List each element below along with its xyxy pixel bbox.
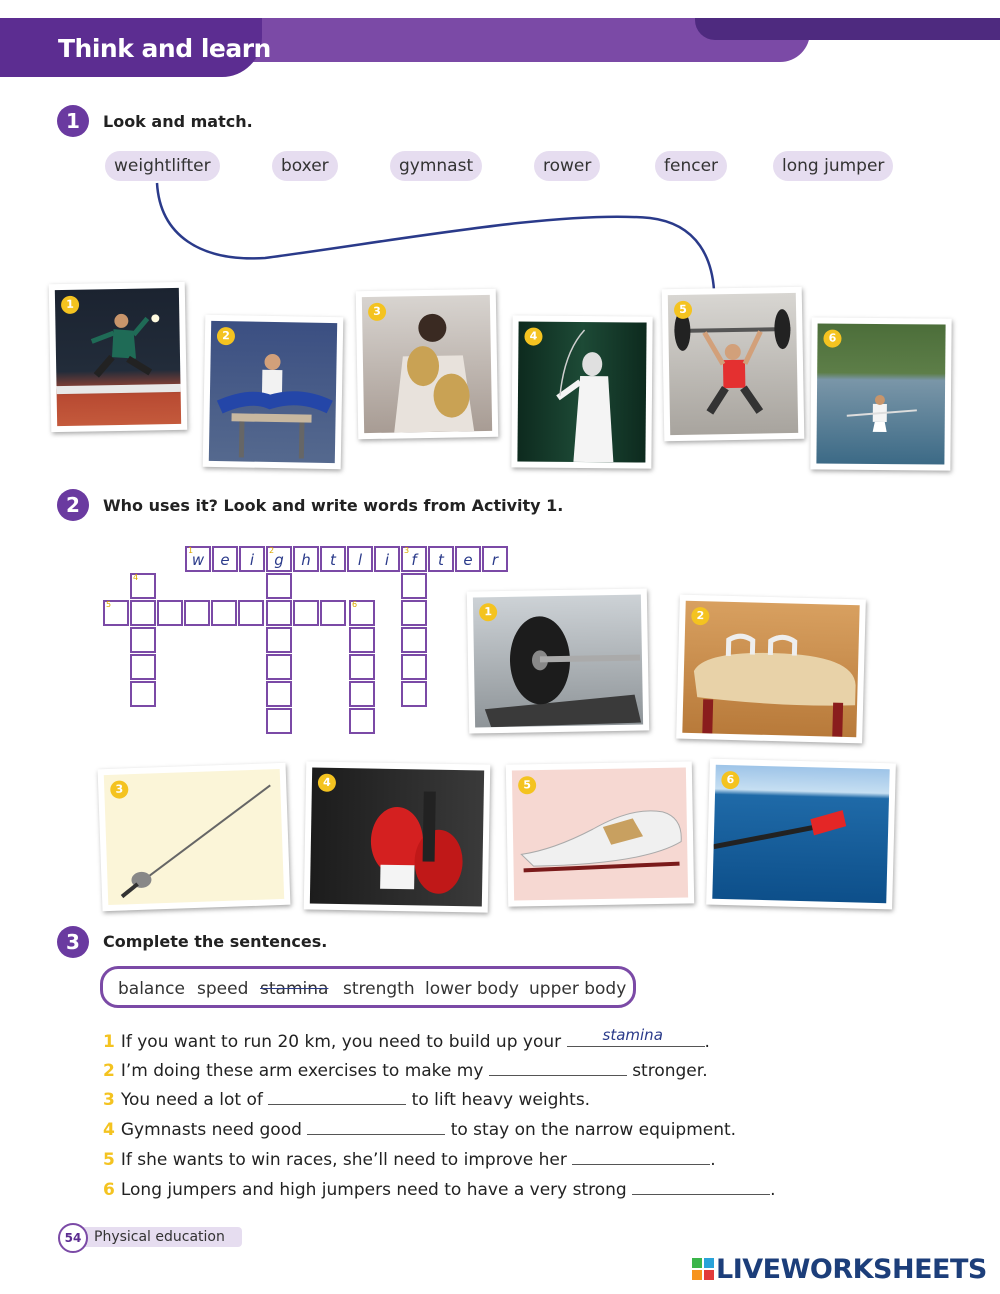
crossword-cell[interactable] xyxy=(401,600,427,626)
photo-gymnast[interactable] xyxy=(203,315,344,469)
sentence-6: 6 Long jumpers and high jumpers need to have a very strong . xyxy=(103,1176,776,1200)
word-gymnast[interactable]: gymnast xyxy=(390,151,482,181)
word-weightlifter[interactable]: weightlifter xyxy=(105,151,220,181)
photo-number: 5 xyxy=(518,776,536,794)
page-number: 54 xyxy=(58,1223,88,1253)
crossword-cell[interactable] xyxy=(266,681,292,707)
crossword-cell[interactable]: h xyxy=(293,546,319,572)
crossword-cell[interactable] xyxy=(266,627,292,653)
crossword-cell[interactable] xyxy=(130,681,156,707)
photo-boxing-gloves xyxy=(304,761,491,912)
word-speed: speed xyxy=(197,979,249,999)
answer-blank[interactable] xyxy=(307,1116,445,1135)
answer-blank[interactable] xyxy=(632,1176,770,1195)
crossword-cell[interactable]: 2 g xyxy=(266,546,292,572)
crossword-cell[interactable] xyxy=(401,573,427,599)
word-stamina: stamina xyxy=(260,979,329,999)
photo-number: 2 xyxy=(217,327,235,345)
photo-boxer[interactable] xyxy=(356,289,499,439)
subject-label: Physical education xyxy=(94,1229,225,1245)
crossword-cell[interactable] xyxy=(349,681,375,707)
oar-icon xyxy=(712,765,889,904)
crossword-cell[interactable]: 3 f xyxy=(401,546,427,572)
photo-number: 4 xyxy=(318,774,336,792)
answer-blank[interactable] xyxy=(489,1057,627,1076)
match-line xyxy=(0,0,1000,320)
sentence-4: 4 Gymnasts need good to stay on the narrow equipment. xyxy=(103,1116,736,1140)
photo-fencing-sword xyxy=(98,763,291,911)
crossword-cell[interactable] xyxy=(349,708,375,734)
activity-1-number: 1 xyxy=(57,105,89,137)
word-strength: strength xyxy=(343,979,415,999)
word-box xyxy=(100,966,636,1008)
spiked-shoe-icon xyxy=(512,767,688,900)
photo-number: 5 xyxy=(674,301,692,319)
barbell-icon xyxy=(473,595,643,728)
crossword-cell[interactable] xyxy=(266,708,292,734)
crossword-cell[interactable]: l xyxy=(347,546,373,572)
photo-number: 6 xyxy=(823,329,841,347)
crossword-cell[interactable]: t xyxy=(428,546,454,572)
answer-blank[interactable] xyxy=(572,1146,710,1165)
crossword-cell[interactable]: i xyxy=(374,546,400,572)
crossword-cell[interactable] xyxy=(401,654,427,680)
photo-pommel-horse xyxy=(676,595,866,744)
word-balance: balance xyxy=(118,979,185,999)
sentence-1: 1 If you want to run 20 km, you need to build up your stamina . xyxy=(103,1026,710,1052)
crossword-cell[interactable] xyxy=(238,600,264,626)
word-lower-body: lower body xyxy=(425,979,519,999)
crossword-cell[interactable] xyxy=(184,600,210,626)
brand-name[interactable]: LIVEWORKSHEETS xyxy=(716,1254,987,1285)
answer-blank[interactable]: stamina xyxy=(567,1028,705,1047)
photo-number: 3 xyxy=(368,303,386,321)
crossword-cell[interactable] xyxy=(266,573,292,599)
word-rower[interactable]: rower xyxy=(534,151,600,181)
crossword-cell[interactable]: 1 w xyxy=(185,546,211,572)
photo-long-jumper[interactable] xyxy=(49,282,188,432)
word-fencer[interactable]: fencer xyxy=(655,151,727,181)
crossword-cell[interactable]: 6 xyxy=(349,600,375,626)
crossword-cell[interactable] xyxy=(266,600,292,626)
pommel-horse-icon xyxy=(682,601,859,738)
activity-1-title: Look and match. xyxy=(103,112,253,131)
crossword-cell[interactable] xyxy=(130,627,156,653)
activity-3-title: Complete the sentences. xyxy=(103,932,328,951)
crossword-cell[interactable]: r xyxy=(482,546,508,572)
sentence-3: 3 You need a lot of to lift heavy weights. xyxy=(103,1086,590,1110)
crossword-cell[interactable]: i xyxy=(239,546,265,572)
crossword-cell[interactable]: t xyxy=(320,546,346,572)
fencing-sword-icon xyxy=(104,769,284,905)
activity-3-number: 3 xyxy=(57,926,89,958)
crossword-cell[interactable]: 5 xyxy=(103,600,129,626)
crossword-cell[interactable]: e xyxy=(212,546,238,572)
photo-number: 1 xyxy=(61,296,79,314)
photo-number: 2 xyxy=(691,607,709,625)
word-upper-body: upper body xyxy=(529,979,627,999)
crossword-cell[interactable] xyxy=(349,627,375,653)
crossword-cell[interactable] xyxy=(401,681,427,707)
activity-2-number: 2 xyxy=(57,489,89,521)
sentence-5: 5 If she wants to win races, she’ll need to improve her . xyxy=(103,1146,716,1170)
activity-2-title: Who uses it? Look and write words from Activity 1. xyxy=(103,496,564,515)
page-title: Think and learn xyxy=(58,34,271,63)
liveworksheets-logo-icon xyxy=(692,1258,714,1280)
crossword-cell[interactable] xyxy=(320,600,346,626)
boxing-gloves-icon xyxy=(310,768,484,907)
crossword-cell[interactable] xyxy=(266,654,292,680)
photo-rower[interactable] xyxy=(810,317,951,470)
crossword-cell[interactable] xyxy=(130,654,156,680)
photo-barbell xyxy=(467,588,649,733)
photo-spiked-shoe xyxy=(506,761,694,906)
crossword-cell[interactable] xyxy=(401,627,427,653)
crossword-cell[interactable] xyxy=(349,654,375,680)
photo-number: 1 xyxy=(479,603,497,621)
word-boxer[interactable]: boxer xyxy=(272,151,338,181)
photo-number: 4 xyxy=(524,327,542,345)
sentence-2: 2 I’m doing these arm exercises to make my stronger. xyxy=(103,1057,708,1081)
photo-fencer[interactable] xyxy=(511,315,652,468)
crossword-cell[interactable] xyxy=(293,600,319,626)
answer-blank[interactable] xyxy=(268,1086,406,1105)
crossword-cell[interactable]: 4 xyxy=(130,573,156,599)
crossword-cell[interactable] xyxy=(211,600,237,626)
crossword-cell[interactable] xyxy=(157,600,183,626)
photo-number: 6 xyxy=(721,771,739,789)
photo-oar xyxy=(706,759,896,910)
crossword-cell[interactable]: e xyxy=(455,546,481,572)
photo-weightlifter[interactable] xyxy=(662,287,805,441)
photo-number: 3 xyxy=(110,780,129,799)
word-long-jumper[interactable]: long jumper xyxy=(773,151,893,181)
crossword-cell[interactable] xyxy=(130,600,156,626)
